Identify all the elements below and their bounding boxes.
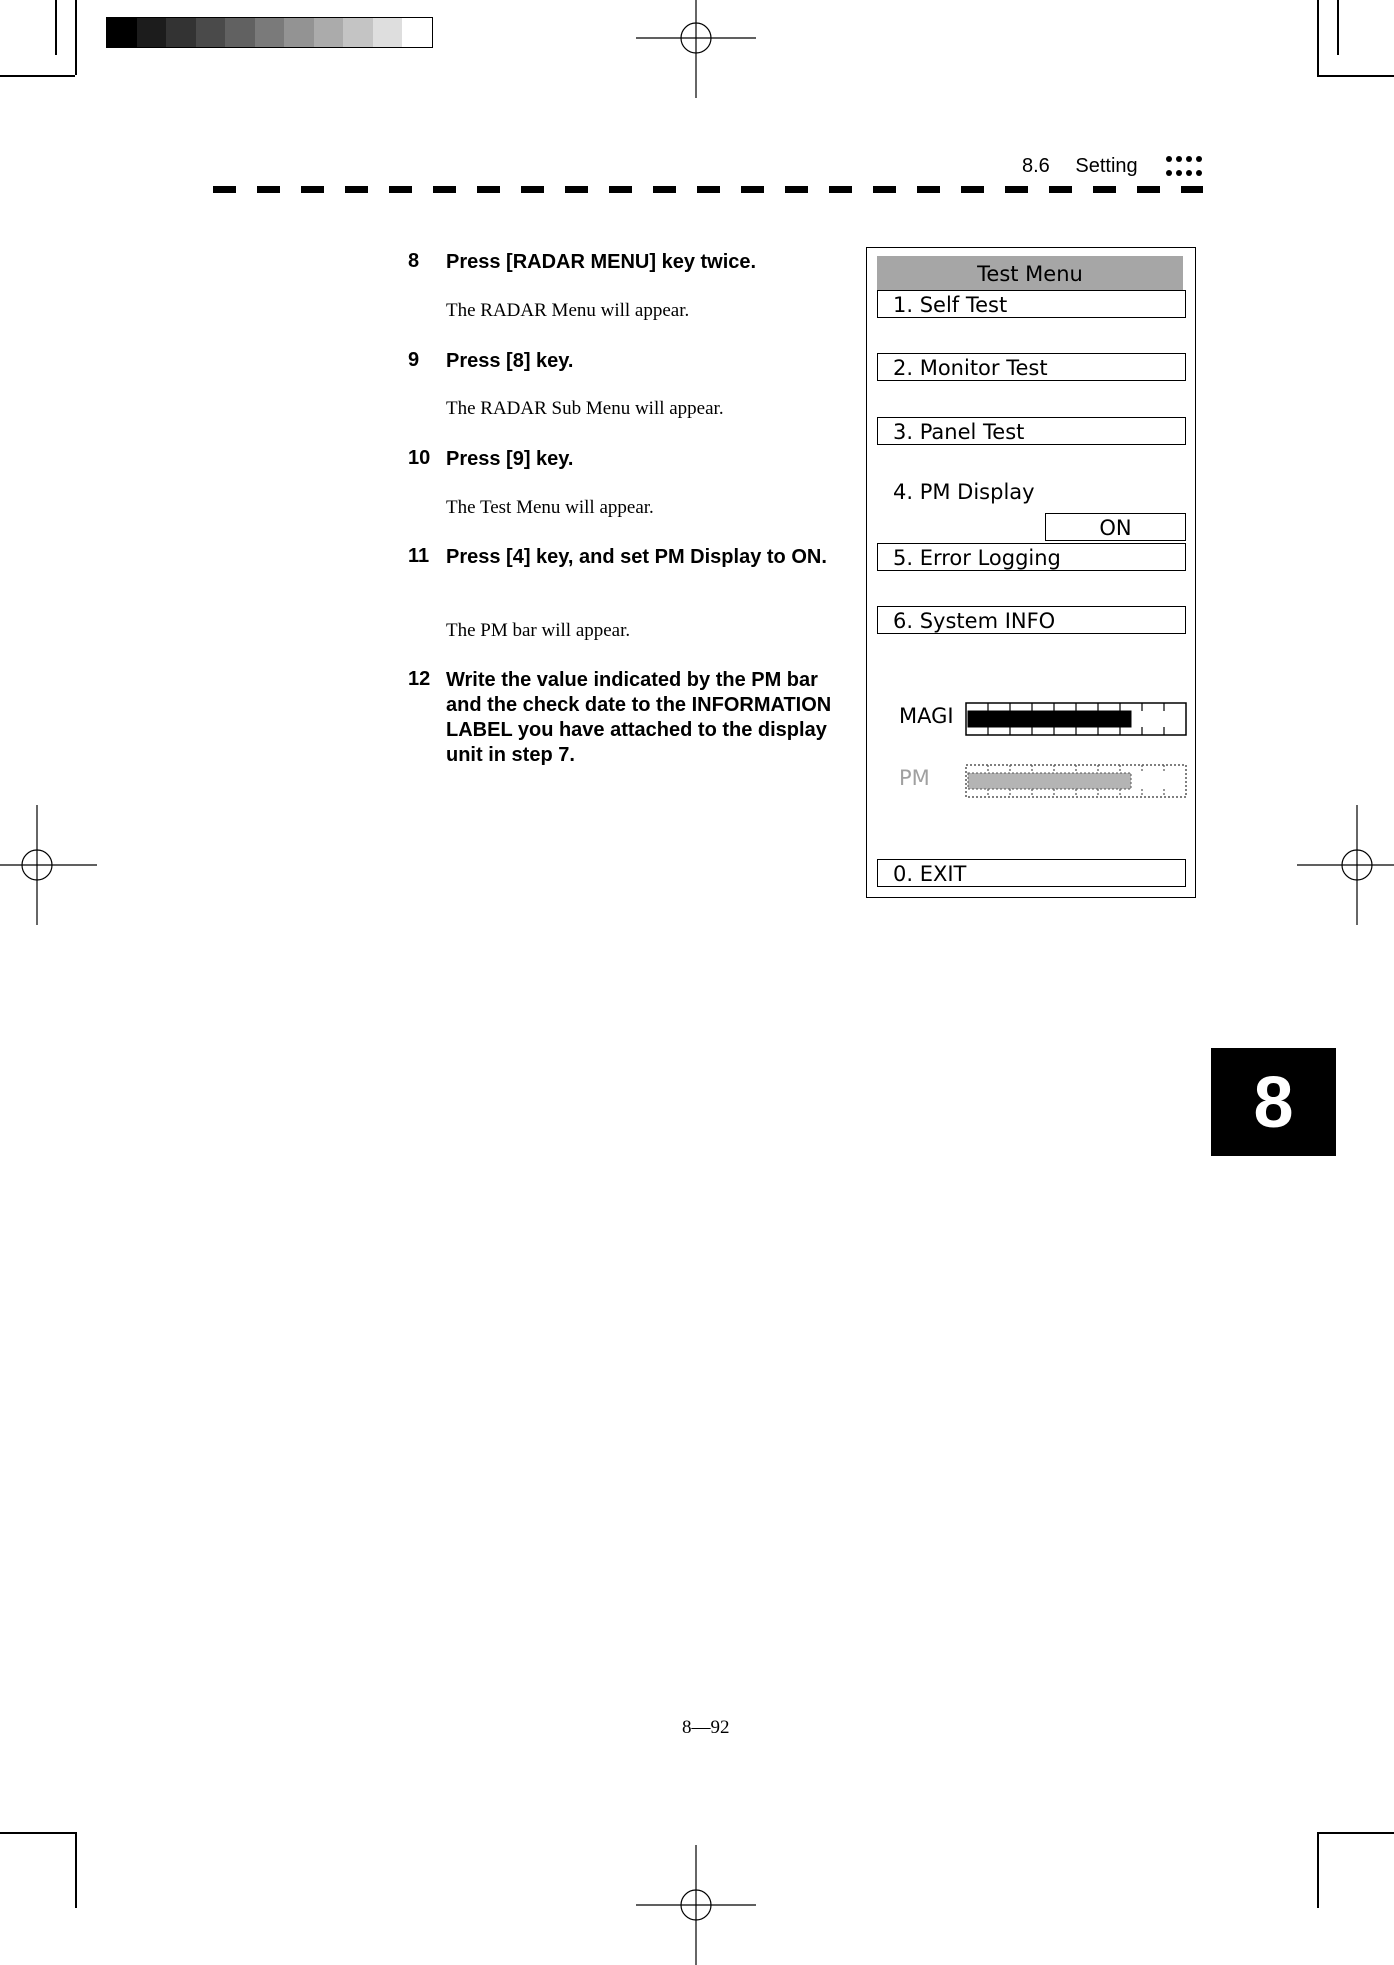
step-result: The RADAR Menu will appear. <box>446 300 690 321</box>
magi-bar-label: MAGI <box>899 704 954 728</box>
test-menu-screen <box>866 247 1196 898</box>
section-number: 8.6 <box>1022 155 1050 177</box>
chapter-tab: 8 <box>1211 1048 1336 1156</box>
step-instruction: Press [8] key. <box>446 350 574 372</box>
step-instruction: Press [4] key, and set PM Display to ON. <box>446 546 827 568</box>
step-result: The RADAR Sub Menu will appear. <box>446 398 724 419</box>
pm-display-value[interactable]: ON <box>1045 513 1186 541</box>
magi-level-bar <box>965 701 1187 737</box>
step-number: 9 <box>408 349 420 371</box>
crop-mark <box>1317 0 1319 75</box>
header-dashed-rule <box>213 186 1203 193</box>
step-number: 11 <box>408 545 430 567</box>
step-instruction: Press [RADAR MENU] key twice. <box>446 251 757 273</box>
step-instruction: Press [9] key. <box>446 448 574 470</box>
menu-title: Test Menu <box>877 256 1183 290</box>
crop-mark <box>1337 0 1339 55</box>
crop-mark <box>75 1832 77 1908</box>
menu-item-monitor-test[interactable]: 2. Monitor Test <box>877 353 1186 381</box>
pm-bar-label: PM <box>899 766 930 790</box>
menu-item-system-info[interactable]: 6. System INFO <box>877 606 1186 634</box>
running-header <box>1022 155 1138 178</box>
registration-mark-icon <box>0 805 97 925</box>
crop-mark <box>1317 1832 1319 1908</box>
step-instruction: Write the value indicated by the PM bar and the check date to the INFORMATION LABEL you have attached to the display unit in step 7. <box>446 669 832 766</box>
registration-mark-icon <box>636 1845 756 1965</box>
crop-mark <box>55 0 57 55</box>
crop-mark <box>75 0 77 75</box>
bar-fill <box>968 773 1131 789</box>
step-number: 10 <box>408 447 431 469</box>
crop-mark <box>1317 1832 1394 1834</box>
pm-level-bar <box>965 763 1187 799</box>
step-result: The Test Menu will appear. <box>446 497 654 518</box>
step-number: 8 <box>408 250 420 272</box>
section-title: Setting <box>1075 155 1138 177</box>
menu-item-self-test[interactable]: 1. Self Test <box>877 290 1186 318</box>
menu-item-panel-test[interactable]: 3. Panel Test <box>877 417 1186 445</box>
crop-mark <box>0 75 75 77</box>
crop-mark <box>1317 75 1394 77</box>
menu-item-exit[interactable]: 0. EXIT <box>877 859 1186 887</box>
registration-mark-icon <box>1297 805 1394 925</box>
page-number: 8—92 <box>682 1717 730 1738</box>
menu-item-pm-display[interactable]: 4. PM Display <box>893 480 1035 504</box>
dots-ornament-icon <box>1165 154 1203 180</box>
registration-mark-icon <box>636 0 756 98</box>
grayscale-strip <box>106 17 433 48</box>
menu-item-error-logging[interactable]: 5. Error Logging <box>877 543 1186 571</box>
crop-mark <box>0 1832 75 1834</box>
step-result: The PM bar will appear. <box>446 620 631 641</box>
bar-fill <box>968 711 1131 727</box>
step-number: 12 <box>408 668 431 690</box>
